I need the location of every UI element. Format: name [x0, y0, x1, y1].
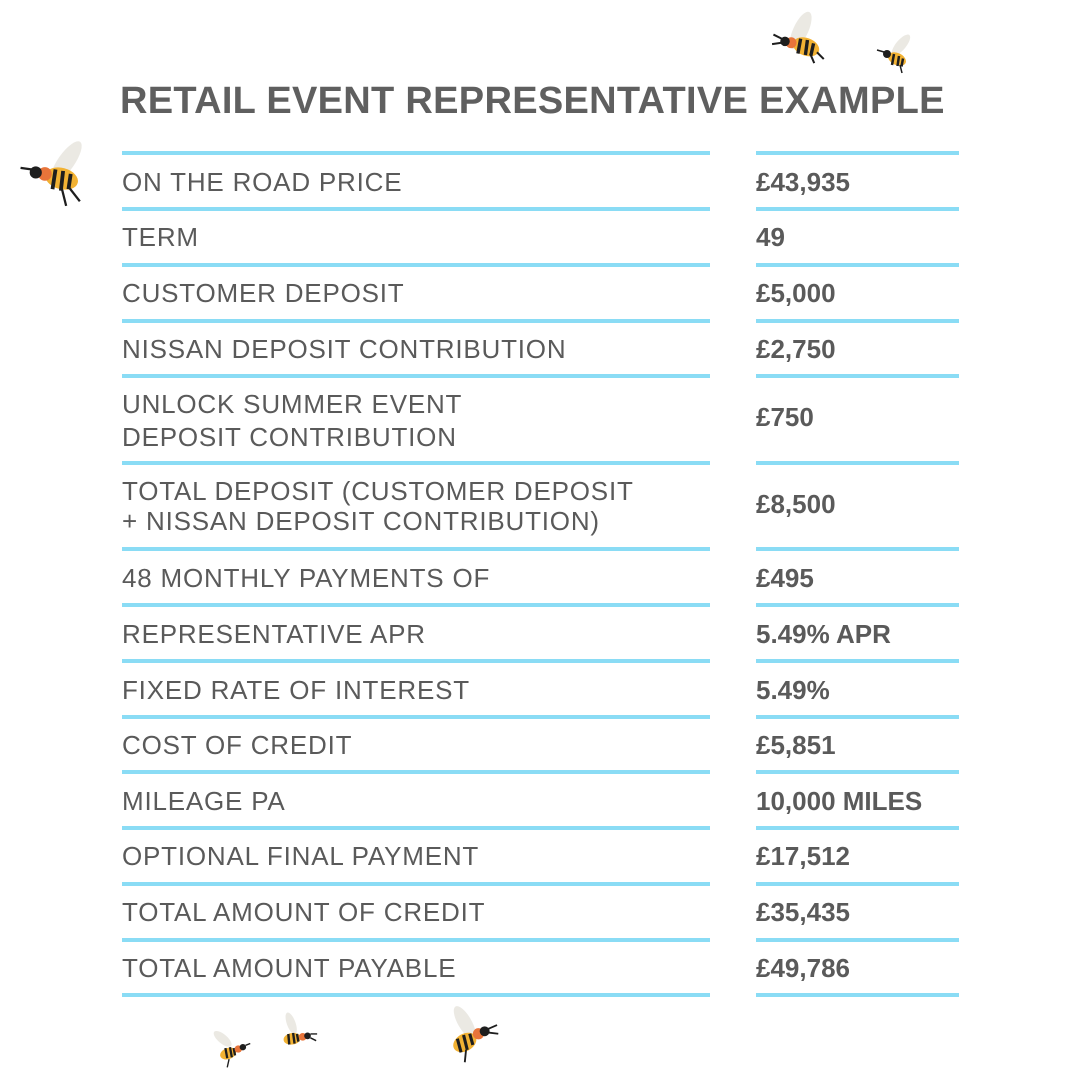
row-divider [122, 993, 710, 997]
row-value-total-deposit: £8,500 [756, 489, 836, 519]
row-value-representative-apr: 5.49% APR [756, 619, 891, 649]
row-divider [122, 770, 710, 774]
row-label-nissan-deposit-contribution: NISSAN DEPOSIT CONTRIBUTION [122, 334, 567, 364]
page-title: RETAIL EVENT REPRESENTATIVE EXAMPLE [120, 80, 945, 122]
row-divider [122, 374, 710, 378]
row-divider [122, 547, 710, 551]
row-divider [756, 151, 959, 155]
row-value-mileage: 10,000 MILES [756, 786, 923, 816]
row-divider [756, 547, 959, 551]
row-divider [122, 263, 710, 267]
row-divider [756, 263, 959, 267]
bee-icon [440, 1002, 502, 1068]
row-value-on-the-road-price: £43,935 [756, 167, 850, 197]
row-divider [756, 826, 959, 830]
row-label-cost-of-credit: COST OF CREDIT [122, 730, 353, 760]
row-label-unlock-summer-event-line1: UNLOCK SUMMER EVENT [122, 389, 463, 419]
row-value-term: 49 [756, 222, 785, 252]
row-value-total-amount-payable: £49,786 [756, 953, 850, 983]
row-divider [756, 461, 959, 465]
row-divider [122, 882, 710, 886]
bee-icon [870, 30, 920, 80]
row-divider [756, 938, 959, 942]
row-value-nissan-deposit-contribution: £2,750 [756, 334, 836, 364]
row-divider [756, 659, 959, 663]
row-value-cost-of-credit: £5,851 [756, 730, 836, 760]
row-label-unlock-summer-event-line2: DEPOSIT CONTRIBUTION [122, 422, 457, 452]
row-label-total-deposit-line2: + NISSAN DEPOSIT CONTRIBUTION) [122, 506, 600, 536]
row-label-representative-apr: REPRESENTATIVE APR [122, 619, 426, 649]
row-divider [122, 151, 710, 155]
row-divider [122, 659, 710, 663]
row-label-customer-deposit: CUSTOMER DEPOSIT [122, 278, 405, 308]
row-value-customer-deposit: £5,000 [756, 278, 836, 308]
row-divider [756, 603, 959, 607]
row-divider [122, 207, 710, 211]
row-label-total-amount-of-credit: TOTAL AMOUNT OF CREDIT [122, 897, 486, 927]
bee-icon [206, 1026, 254, 1072]
row-divider [756, 993, 959, 997]
row-divider [122, 826, 710, 830]
row-divider [756, 770, 959, 774]
row-label-on-the-road-price: ON THE ROAD PRICE [122, 167, 403, 197]
row-label-term: TERM [122, 222, 199, 252]
row-divider [122, 319, 710, 323]
row-label-fixed-rate: FIXED RATE OF INTEREST [122, 675, 470, 705]
bee-icon [768, 4, 836, 76]
row-label-mileage: MILEAGE PA [122, 786, 286, 816]
row-divider [122, 938, 710, 942]
row-value-unlock-summer-event: £750 [756, 402, 814, 432]
row-divider [122, 715, 710, 719]
row-label-total-amount-payable: TOTAL AMOUNT PAYABLE [122, 953, 457, 983]
row-value-total-amount-of-credit: £35,435 [756, 897, 850, 927]
row-value-fixed-rate: 5.49% [756, 675, 830, 705]
row-label-optional-final-payment: OPTIONAL FINAL PAYMENT [122, 841, 480, 871]
row-divider [756, 715, 959, 719]
row-label-monthly-payments: 48 MONTHLY PAYMENTS OF [122, 563, 491, 593]
row-divider [756, 374, 959, 378]
row-divider [756, 882, 959, 886]
row-divider [756, 319, 959, 323]
bee-icon [272, 1008, 320, 1058]
row-divider [122, 603, 710, 607]
row-value-optional-final-payment: £17,512 [756, 841, 850, 871]
row-divider [122, 461, 710, 465]
row-divider [756, 207, 959, 211]
row-label-total-deposit-line1: TOTAL DEPOSIT (CUSTOMER DEPOSIT [122, 476, 634, 506]
row-value-monthly-payments: £495 [756, 563, 814, 593]
bee-icon [16, 136, 92, 218]
